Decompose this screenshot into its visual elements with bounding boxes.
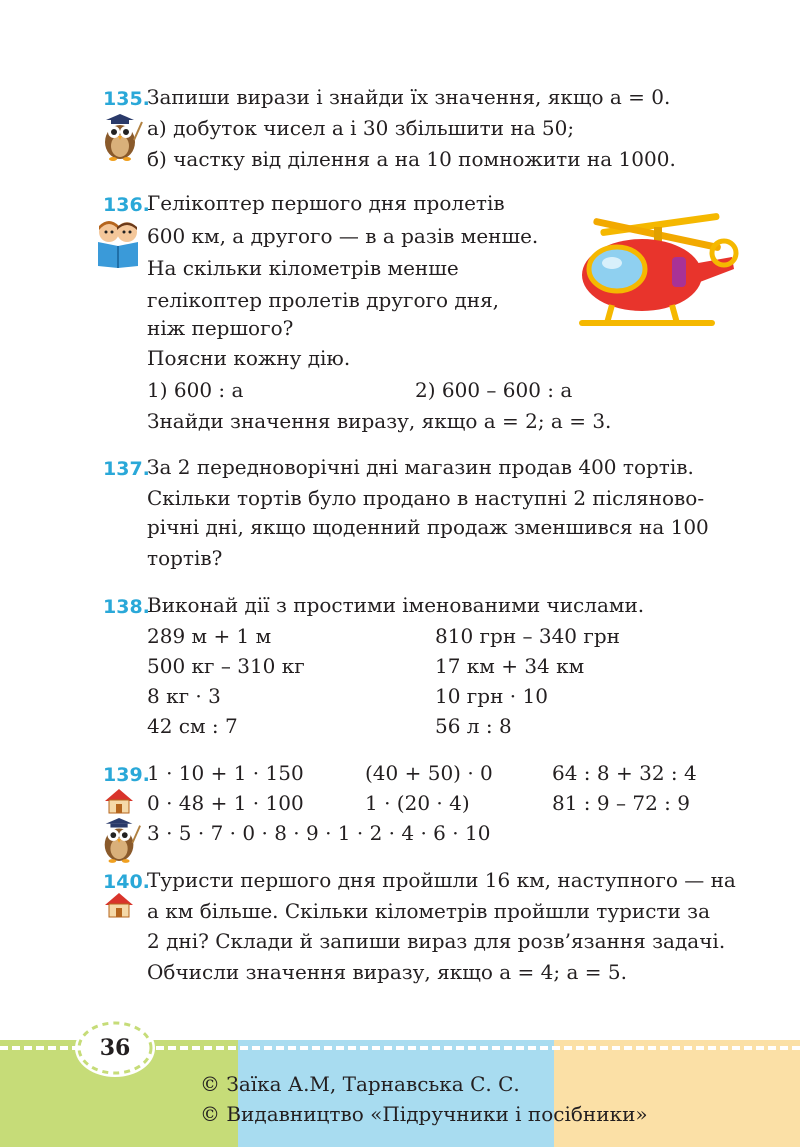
task-138-left-1: 289 м + 1 м [147, 624, 272, 648]
task-137-line-2: Скільки тортів було продано в наступні 2 післяново- [147, 486, 705, 510]
task-139-r2c1: 0 · 48 + 1 · 100 [147, 791, 304, 815]
task-135-line-3: б) частку від ділення a на 10 помножити на 1000. [147, 147, 676, 171]
task-135-line-2: а) добуток чисел a і 30 збільшити на 50; [147, 116, 575, 140]
task-138-title: Виконай дії з простими іменованими числами. [147, 593, 645, 617]
task-136-line-5: ніж першого? [147, 316, 294, 340]
task-number-135: 135. [103, 88, 150, 110]
task-136-line-3: На скільки кілометрів менше [147, 256, 459, 280]
task-139-r2c2: 1 · (20 · 4) [365, 791, 470, 815]
house-icon [104, 892, 134, 918]
owl-teacher-icon [98, 814, 142, 864]
task-137-line-3: річні дні, якщо щоденний продаж зменшився на 100 [147, 515, 709, 539]
task-139-r2c3: 81 : 9 – 72 : 9 [552, 791, 690, 815]
task-139-r3: 3 · 5 · 7 · 0 · 8 · 9 · 1 · 2 · 4 · 6 · 10 [147, 821, 491, 845]
task-138-left-4: 42 см : 7 [147, 714, 238, 738]
task-140-line-1: Туристи першого дня пройшли 16 км, наступного — на [147, 868, 736, 892]
task-137-line-4: тортів? [147, 546, 223, 570]
page-number: 36 [99, 1035, 131, 1061]
task-135-line-1: Запиши вирази і знайди їх значення, якщо a = 0. [147, 85, 671, 109]
task-number-139: 139. [103, 764, 150, 786]
task-136-line-6: Поясни кожну дію. [147, 346, 351, 370]
task-138-right-4: 56 л : 8 [435, 714, 512, 738]
task-138-right-1: 810 грн – 340 грн [435, 624, 620, 648]
task-139-r1c3: 64 : 8 + 32 : 4 [552, 761, 697, 785]
task-139-r1c2: (40 + 50) · 0 [365, 761, 493, 785]
task-136-action-2: 2) 600 – 600 : a [415, 378, 573, 402]
task-137-line-1: За 2 передноворічні дні магазин продав 400 тортів. [147, 455, 694, 479]
task-number-137: 137. [103, 458, 150, 480]
task-138-right-3: 10 грн · 10 [435, 684, 548, 708]
task-number-140: 140. [103, 871, 150, 893]
house-icon [104, 788, 134, 814]
helicopter-illustration [562, 205, 742, 337]
task-138-left-2: 500 кг – 310 кг [147, 654, 305, 678]
task-140-line-4: Обчисли значення виразу, якщо a = 4; a = 5. [147, 960, 627, 984]
task-140-line-2: a км більше. Скільки кілометрів пройшли туристи за [147, 899, 711, 923]
copyright-authors: © Заїка А.М, Тарнавська С. С. [200, 1072, 520, 1096]
footer-band-orange [554, 1040, 800, 1147]
task-136-action-1: 1) 600 : a [147, 378, 244, 402]
task-136-line-7: Знайди значення виразу, якщо a = 2; a = 3. [147, 409, 612, 433]
task-number-136: 136. [103, 194, 150, 216]
task-139-r1c1: 1 · 10 + 1 · 150 [147, 761, 304, 785]
task-136-line-2: 600 км, а другого — в a разів менше. [147, 224, 539, 248]
task-138-left-3: 8 кг · 3 [147, 684, 221, 708]
task-number-138: 138. [103, 596, 150, 618]
task-138-right-2: 17 км + 34 км [435, 654, 585, 678]
task-140-line-3: 2 дні? Склади й запиши вираз для розв’язання задачі. [147, 929, 726, 953]
children-reading-icon [94, 218, 142, 268]
page-number-badge [72, 1016, 158, 1080]
task-136-line-4: гелікоптер пролетів другого дня, [147, 288, 500, 312]
owl-teacher-icon [98, 110, 144, 162]
copyright-publisher: © Видавництво «Підручники і посібники» [200, 1102, 648, 1126]
task-136-line-1: Гелікоптер першого дня пролетів [147, 191, 505, 215]
